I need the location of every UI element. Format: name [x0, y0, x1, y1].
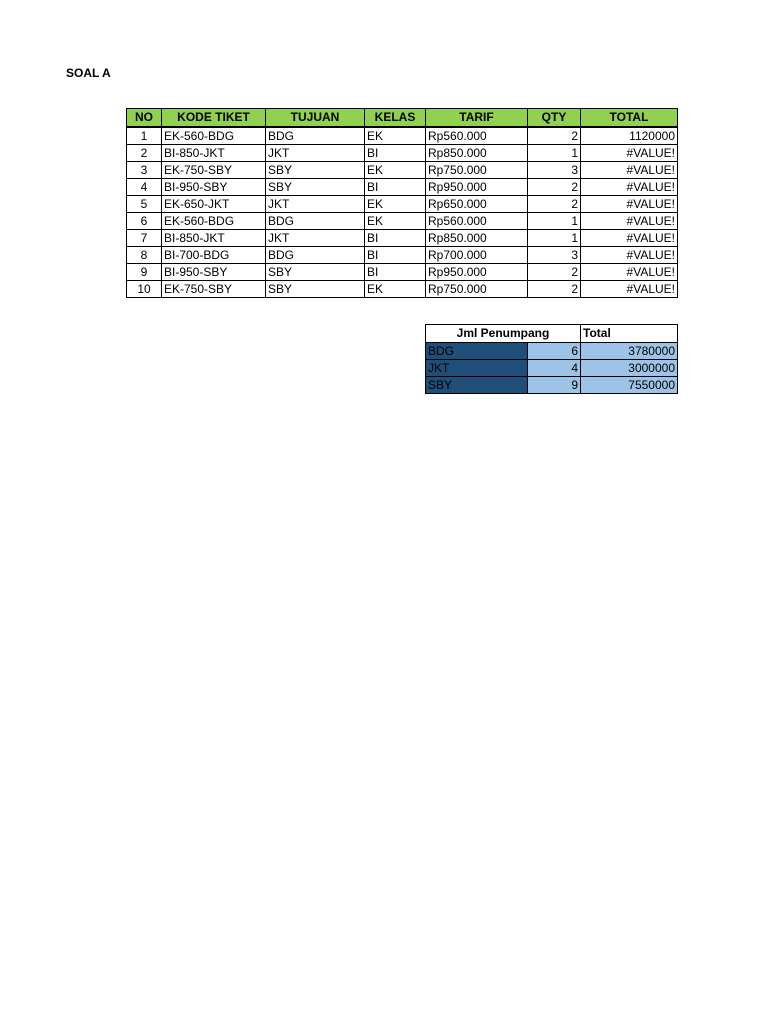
cell-total[interactable]: #VALUE!: [581, 162, 678, 179]
cell-passenger-count[interactable]: 9: [528, 377, 581, 394]
cell-kelas[interactable]: EK: [365, 196, 426, 213]
cell-no[interactable]: 10: [127, 281, 162, 298]
cell-kode-tiket[interactable]: BI-850-JKT: [162, 230, 266, 247]
cell-tujuan[interactable]: JKT: [266, 145, 365, 162]
cell-no[interactable]: 6: [127, 213, 162, 230]
cell-total[interactable]: #VALUE!: [581, 264, 678, 281]
cell-tarif[interactable]: Rp850.000: [426, 230, 528, 247]
header-no[interactable]: NO: [127, 109, 162, 128]
cell-tujuan[interactable]: JKT: [266, 196, 365, 213]
summary-header-row: [426, 325, 678, 343]
cell-tarif[interactable]: Rp750.000: [426, 281, 528, 298]
cell-qty[interactable]: 1: [528, 230, 581, 247]
cell-no[interactable]: 1: [127, 127, 162, 145]
page-title: SOAL A: [66, 66, 111, 80]
cell-tarif[interactable]: Rp650.000: [426, 196, 528, 213]
cell-no[interactable]: 2: [127, 145, 162, 162]
cell-kode-tiket[interactable]: EK-560-BDG: [162, 127, 266, 145]
cell-tujuan[interactable]: SBY: [266, 179, 365, 196]
cell-total[interactable]: #VALUE!: [581, 196, 678, 213]
cell-kode-tiket[interactable]: EK-750-SBY: [162, 281, 266, 298]
cell-kelas[interactable]: BI: [365, 179, 426, 196]
cell-kode-tiket[interactable]: BI-850-JKT: [162, 145, 266, 162]
cell-kode-tiket[interactable]: EK-560-BDG: [162, 213, 266, 230]
cell-no[interactable]: 8: [127, 247, 162, 264]
cell-qty[interactable]: 3: [528, 162, 581, 179]
cell-summary-total[interactable]: 3000000: [581, 360, 678, 377]
summary-row: [426, 360, 678, 377]
cell-tarif[interactable]: Rp560.000: [426, 213, 528, 230]
cell-no[interactable]: 9: [127, 264, 162, 281]
table-row: [127, 196, 678, 213]
ticket-table: [126, 108, 678, 298]
table-row: [127, 213, 678, 230]
cell-qty[interactable]: 2: [528, 196, 581, 213]
header-summary-total[interactable]: Total: [581, 325, 678, 343]
cell-kelas[interactable]: BI: [365, 230, 426, 247]
cell-tarif[interactable]: Rp750.000: [426, 162, 528, 179]
cell-summary-total[interactable]: 7550000: [581, 377, 678, 394]
cell-total[interactable]: #VALUE!: [581, 213, 678, 230]
cell-total[interactable]: #VALUE!: [581, 179, 678, 196]
cell-tarif[interactable]: Rp560.000: [426, 127, 528, 145]
cell-total[interactable]: #VALUE!: [581, 247, 678, 264]
cell-tarif[interactable]: Rp700.000: [426, 247, 528, 264]
cell-tujuan[interactable]: SBY: [266, 162, 365, 179]
header-qty[interactable]: QTY: [528, 109, 581, 128]
header-tarif[interactable]: TARIF: [426, 109, 528, 128]
table-row: [127, 127, 678, 145]
cell-total[interactable]: #VALUE!: [581, 281, 678, 298]
table-row: [127, 162, 678, 179]
cell-kelas[interactable]: BI: [365, 247, 426, 264]
summary-row: [426, 343, 678, 360]
cell-tujuan[interactable]: BDG: [266, 127, 365, 145]
table-row: [127, 179, 678, 196]
summary-table: [425, 324, 678, 394]
header-jml-penumpang[interactable]: Jml Penumpang: [426, 325, 581, 343]
table-row: [127, 230, 678, 247]
cell-city[interactable]: JKT: [426, 360, 528, 377]
cell-kode-tiket[interactable]: BI-950-SBY: [162, 264, 266, 281]
cell-tujuan[interactable]: SBY: [266, 281, 365, 298]
cell-qty[interactable]: 1: [528, 145, 581, 162]
table-header-row: [127, 109, 678, 128]
cell-no[interactable]: 7: [127, 230, 162, 247]
cell-kelas[interactable]: EK: [365, 162, 426, 179]
cell-kode-tiket[interactable]: EK-750-SBY: [162, 162, 266, 179]
cell-no[interactable]: 3: [127, 162, 162, 179]
table-row: [127, 264, 678, 281]
cell-no[interactable]: 4: [127, 179, 162, 196]
cell-qty[interactable]: 3: [528, 247, 581, 264]
cell-passenger-count[interactable]: 6: [528, 343, 581, 360]
cell-tarif[interactable]: Rp850.000: [426, 145, 528, 162]
cell-kelas[interactable]: BI: [365, 264, 426, 281]
cell-passenger-count[interactable]: 4: [528, 360, 581, 377]
cell-kode-tiket[interactable]: EK-650-JKT: [162, 196, 266, 213]
cell-tujuan[interactable]: BDG: [266, 247, 365, 264]
header-kelas[interactable]: KELAS: [365, 109, 426, 128]
header-kode-tiket[interactable]: KODE TIKET: [162, 109, 266, 128]
cell-total[interactable]: #VALUE!: [581, 230, 678, 247]
cell-kelas[interactable]: BI: [365, 145, 426, 162]
cell-no[interactable]: 5: [127, 196, 162, 213]
cell-tujuan[interactable]: SBY: [266, 264, 365, 281]
cell-summary-total[interactable]: 3780000: [581, 343, 678, 360]
table-row: [127, 281, 678, 298]
cell-kode-tiket[interactable]: BI-700-BDG: [162, 247, 266, 264]
cell-tarif[interactable]: Rp950.000: [426, 264, 528, 281]
cell-qty[interactable]: 2: [528, 127, 581, 145]
cell-tujuan[interactable]: BDG: [266, 213, 365, 230]
cell-kode-tiket[interactable]: BI-950-SBY: [162, 179, 266, 196]
table-row: [127, 145, 678, 162]
header-tujuan[interactable]: TUJUAN: [266, 109, 365, 128]
header-total[interactable]: TOTAL: [581, 109, 678, 128]
cell-qty[interactable]: 2: [528, 264, 581, 281]
cell-qty[interactable]: 2: [528, 179, 581, 196]
summary-row: [426, 377, 678, 394]
cell-tarif[interactable]: Rp950.000: [426, 179, 528, 196]
cell-qty[interactable]: 2: [528, 281, 581, 298]
cell-total[interactable]: #VALUE!: [581, 145, 678, 162]
cell-kelas[interactable]: EK: [365, 127, 426, 145]
cell-total[interactable]: 1120000: [581, 127, 678, 145]
table-row: [127, 247, 678, 264]
cell-city[interactable]: BDG: [426, 343, 528, 360]
cell-tujuan[interactable]: JKT: [266, 230, 365, 247]
cell-kelas[interactable]: EK: [365, 213, 426, 230]
cell-city[interactable]: SBY: [426, 377, 528, 394]
cell-qty[interactable]: 1: [528, 213, 581, 230]
cell-kelas[interactable]: EK: [365, 281, 426, 298]
